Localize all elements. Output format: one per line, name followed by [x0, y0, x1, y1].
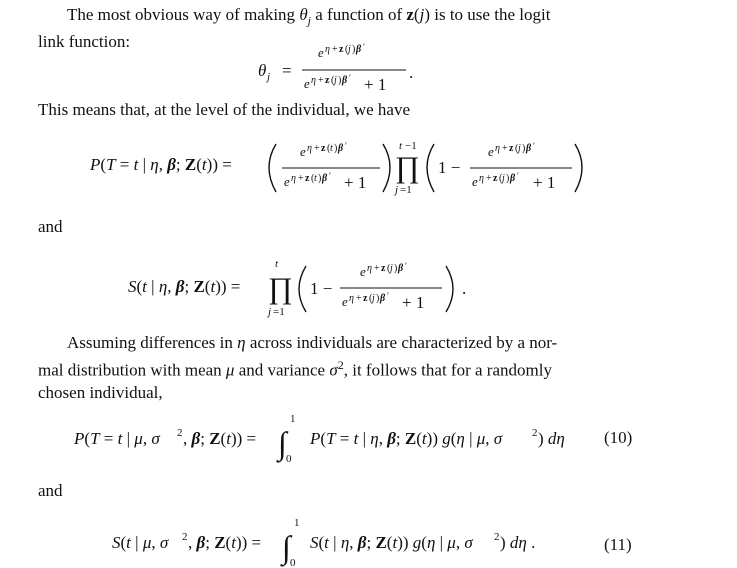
svg-text:=1: =1 [400, 184, 412, 196]
svg-text:η: η [325, 44, 330, 55]
paragraph-line: Assuming differences in η across individuals are characterized by a nor- [67, 333, 558, 352]
text-span: Assuming differences in [67, 333, 238, 352]
svg-text:+ 1: + 1 [402, 293, 425, 312]
svg-text:): ) [394, 263, 398, 274]
svg-text:β: β [342, 75, 348, 86]
connector-and-2: and [38, 481, 63, 500]
paragraph-line: The most obvious way of making $\theta_j$ a function of z(j) is to use the logit [67, 5, 551, 28]
svg-text:j: j [348, 44, 351, 55]
text-span: and variance [234, 360, 330, 380]
svg-text:∏: ∏ [268, 272, 293, 305]
svg-text:S(t | μ, σ: S(t | μ, σ [112, 533, 169, 552]
svg-text:j: j [268, 306, 272, 318]
svg-text:j: j [267, 71, 271, 83]
svg-text:(: ( [499, 173, 503, 184]
svg-text:) dη .: ) dη . [500, 533, 536, 552]
svg-text:β: β [380, 293, 386, 304]
svg-text:+ 1: + 1 [533, 173, 556, 192]
svg-text:′: ′ [345, 141, 347, 151]
svg-text:′: ′ [533, 141, 535, 151]
equation-s-marginal [112, 512, 572, 568]
equation-s-individual [128, 254, 478, 320]
svg-text:j: j [372, 293, 375, 304]
svg-text:1 −: 1 − [438, 158, 461, 177]
math-theta-j: $\theta_j$ [299, 5, 312, 28]
svg-text:+: + [356, 293, 362, 304]
paragraph-line: This means that, at the level of the individual, we have [38, 100, 410, 119]
svg-text:0: 0 [286, 453, 292, 465]
paragraph-individual-level [38, 99, 638, 121]
text-span: is to use the logit [430, 5, 551, 24]
svg-text:(: ( [345, 44, 349, 55]
svg-text:(: ( [327, 143, 331, 154]
svg-text:P(T = t | η, β; Z(t)) =: P(T = t | η, β; Z(t)) = [90, 155, 232, 174]
svg-text:β: β [322, 173, 328, 184]
svg-text:1: 1 [290, 413, 296, 425]
paragraph-line: link function: [38, 32, 131, 52]
svg-text:2: 2 [532, 427, 538, 439]
svg-text:): ) [376, 293, 380, 304]
svg-text:e: e [488, 144, 494, 159]
svg-text:z: z [305, 173, 310, 184]
svg-text:z: z [339, 44, 344, 55]
svg-text:∏: ∏ [395, 151, 420, 184]
svg-text:): ) [338, 75, 342, 86]
svg-text:): ) [352, 44, 356, 55]
svg-text:β: β [398, 263, 404, 274]
svg-text:2: 2 [182, 531, 188, 543]
svg-text:e: e [300, 144, 306, 159]
svg-text:e: e [360, 264, 366, 279]
svg-text:β: β [510, 173, 516, 184]
svg-text:): ) [318, 173, 322, 184]
svg-text:S(t | η, β; Z(t)) g(η | μ, σ: S(t | η, β; Z(t)) g(η | μ, σ [310, 533, 473, 552]
svg-text:′: ′ [387, 291, 389, 301]
svg-text:(: ( [387, 263, 391, 274]
svg-text:e: e [318, 45, 324, 60]
svg-text:=1: =1 [273, 306, 285, 318]
svg-text:P(T = t | μ, σ: P(T = t | μ, σ [74, 429, 160, 448]
svg-text:, β; Z(t)) =: , β; Z(t)) = [183, 429, 257, 448]
text-span: across individuals are characterized by a nor- [245, 333, 558, 352]
equation-p-marginal [74, 408, 574, 464]
svg-text:z: z [509, 143, 514, 154]
text-span: The most obvious way of making [67, 5, 300, 24]
svg-text:′: ′ [517, 171, 519, 181]
svg-text:j: j [518, 143, 521, 154]
svg-text:): ) [522, 143, 526, 154]
svg-text:=: = [282, 61, 292, 80]
svg-text:z: z [363, 293, 368, 304]
connector-and-1: and [38, 217, 63, 236]
svg-text:θ: θ [258, 61, 267, 80]
svg-text:η: η [291, 173, 296, 184]
svg-text:) dη: ) dη [538, 429, 565, 448]
svg-text:j: j [502, 173, 505, 184]
svg-text:j: j [390, 263, 393, 274]
svg-text:(: ( [331, 75, 335, 86]
svg-text:z: z [321, 143, 326, 154]
svg-text:, β; Z(t)) =: , β; Z(t)) = [188, 533, 262, 552]
svg-text:+ 1: + 1 [364, 75, 387, 94]
equation-p-individual [90, 132, 600, 202]
svg-text:+: + [332, 44, 338, 55]
svg-text:1 −: 1 − [310, 279, 333, 298]
svg-text:′: ′ [329, 171, 331, 181]
svg-text:j: j [395, 184, 399, 196]
svg-text:η: η [495, 143, 500, 154]
svg-text:η: η [307, 143, 312, 154]
svg-text:∫: ∫ [282, 529, 291, 565]
svg-text:+: + [486, 173, 492, 184]
svg-text:η: η [349, 293, 354, 304]
svg-text:η: η [479, 173, 484, 184]
svg-text:z: z [381, 263, 386, 274]
svg-text:′: ′ [349, 73, 351, 83]
svg-text:e: e [472, 174, 478, 189]
svg-text:β: β [356, 44, 362, 55]
svg-text:e: e [304, 76, 310, 91]
svg-text:+: + [502, 143, 508, 154]
svg-text:t: t [399, 140, 403, 152]
text-span: a function of [311, 5, 407, 24]
svg-text:.: . [409, 63, 414, 82]
svg-text:): ) [506, 173, 510, 184]
svg-text:(: ( [369, 293, 373, 304]
svg-text:2: 2 [177, 427, 183, 439]
svg-text:P(T = t | η, β; Z(t)) g(η | μ,: P(T = t | η, β; Z(t)) g(η | μ, σ [310, 429, 503, 448]
math-z: z [406, 5, 414, 24]
svg-text:z: z [325, 75, 330, 86]
paragraph-line: chosen individual, [38, 382, 163, 402]
equation-theta [258, 42, 428, 94]
svg-text:′: ′ [363, 42, 365, 52]
svg-text:t: t [275, 258, 279, 270]
svg-text:0: 0 [290, 557, 296, 568]
svg-text:(: ( [515, 143, 519, 154]
svg-text:z: z [493, 173, 498, 184]
svg-text:∫: ∫ [278, 425, 287, 461]
svg-text:1: 1 [294, 517, 300, 529]
paragraph-normal-assumption [38, 332, 638, 404]
svg-text:2: 2 [494, 531, 500, 543]
equation-number-10: (10) [604, 428, 633, 447]
paragraph-line: mal distribution with mean μ and variance $\sigma^2$, it follows that for a randomly [38, 358, 552, 380]
svg-text:.: . [462, 279, 467, 298]
svg-text:η: η [311, 75, 316, 86]
svg-text:e: e [342, 294, 348, 309]
svg-text:+: + [318, 75, 324, 86]
svg-text:t: t [330, 143, 333, 154]
svg-text:+: + [314, 143, 320, 154]
svg-text:+ 1: + 1 [344, 173, 367, 192]
svg-text:′: ′ [405, 261, 407, 271]
text-span: , it follows that for a randomly [343, 360, 552, 380]
svg-text:(: ( [311, 173, 315, 184]
text-span: mal distribution with mean [38, 360, 226, 380]
svg-text:S(t | η, β; Z(t)) =: S(t | η, β; Z(t)) = [128, 277, 241, 296]
svg-text:j: j [334, 75, 337, 86]
svg-text:−1: −1 [405, 140, 417, 152]
svg-text:β: β [338, 143, 344, 154]
svg-text:+: + [374, 263, 380, 274]
svg-text:β: β [526, 143, 532, 154]
svg-text:t: t [314, 173, 317, 184]
svg-text:η: η [367, 263, 372, 274]
svg-text:e: e [284, 174, 290, 189]
equation-number-11: (11) [604, 535, 632, 554]
svg-text:+: + [298, 173, 304, 184]
svg-text:): ) [334, 143, 338, 154]
